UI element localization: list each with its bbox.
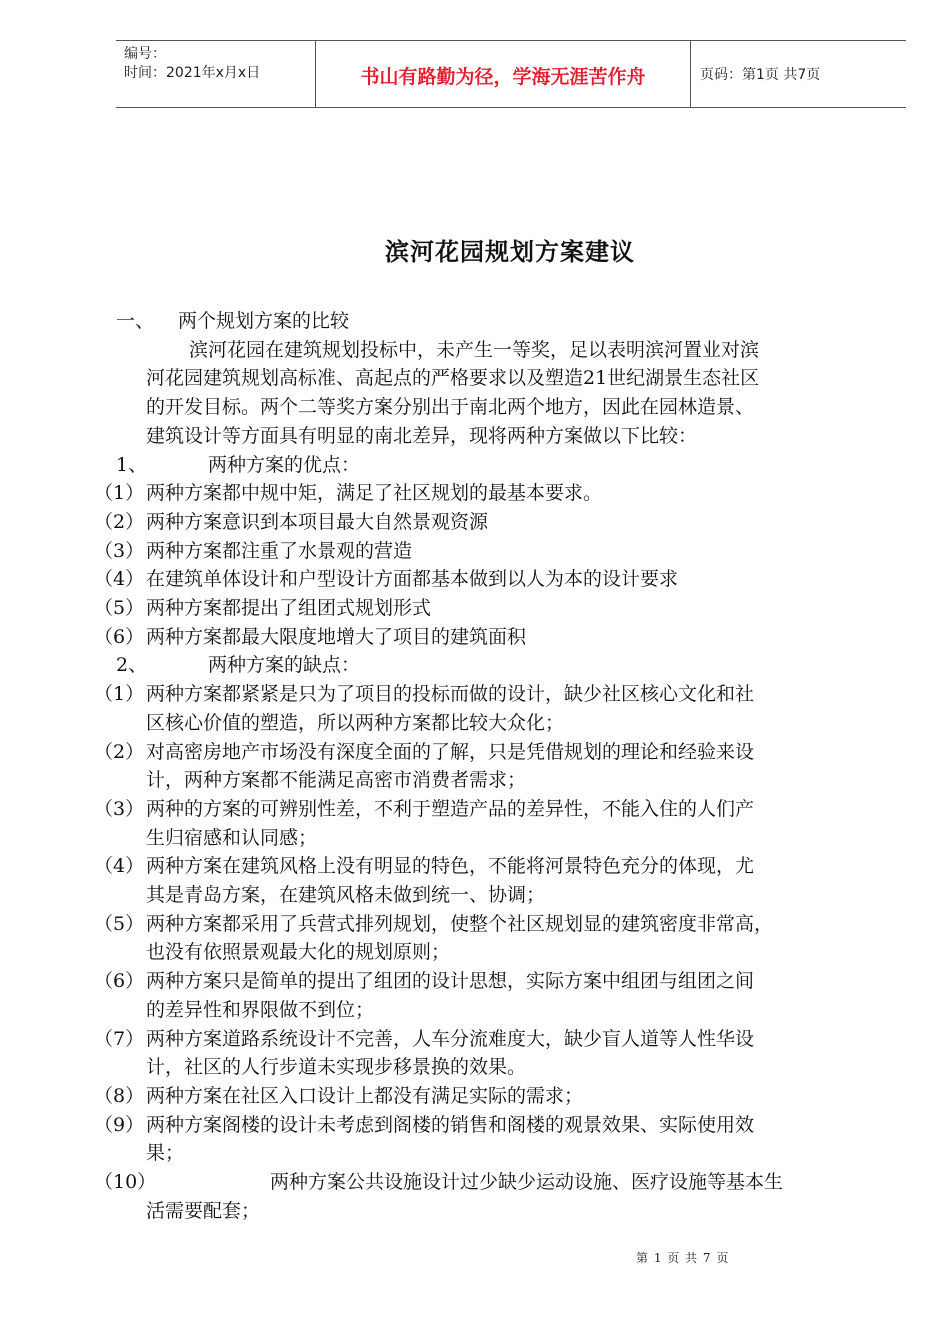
- list-item-text: 两种方案意识到本项目最大自然景观资源: [146, 510, 489, 533]
- subsection-heading: 两种方案的优点：: [208, 453, 361, 476]
- list-item-text: 的差异性和界限做不到位；: [146, 998, 375, 1021]
- list-item-text: 对高密房地产市场没有深度全面的了解，只是凭借规划的理论和经验来设: [146, 740, 755, 763]
- list-item-text: 生归宿感和认同感；: [146, 826, 318, 849]
- list-item-number: （5）: [94, 912, 145, 935]
- intro-line: 河花园建筑规划高标准、高起点的严格要求以及塑造21世纪湖景生态社区: [146, 367, 760, 390]
- list-item-text: 两种方案只是简单的提出了组团的设计思想，实际方案中组团与组团之间: [146, 970, 755, 993]
- list-item-text: 两种方案都采用了兵营式排列规划，使整个社区规划显的建筑密度非常高，: [146, 912, 774, 935]
- list-item-number: （3）: [94, 797, 145, 820]
- list-item-text: 两种方案都紧紧是只为了项目的投标而做的设计，缺少社区核心文化和社: [146, 683, 755, 706]
- list-item-number: （4）: [94, 855, 145, 878]
- subsection-number: 2、: [116, 654, 148, 677]
- list-item-number: （8）: [94, 1084, 145, 1107]
- header-meta-cell: [116, 41, 315, 107]
- list-item-text: 两种方案公共设施设计过少缺少运动设施、医疗设施等基本生: [270, 1171, 784, 1193]
- list-item-text: 两种方案道路系统设计不完善，人车分流难度大，缺少盲人道等人性华设: [146, 1027, 755, 1050]
- document-title: 滨河花园规划方案建议: [385, 237, 635, 266]
- list-item-number: （3）: [94, 539, 145, 562]
- section-number: 一、: [116, 310, 155, 332]
- list-item-number: （2）: [94, 740, 145, 763]
- list-item-text: 也没有依照景观最大化的规划原则；: [146, 941, 451, 964]
- list-item-number: （7）: [94, 1027, 145, 1050]
- page-footer: 第 1 页 共 7 页: [636, 1251, 730, 1265]
- list-item-text: 两种方案阁楼的设计未考虑到阁楼的销售和阁楼的观景效果、实际使用效: [146, 1113, 755, 1136]
- list-item-text: 两种方案都最大限度地增大了项目的建筑面积: [146, 625, 527, 648]
- list-item-text: 在建筑单体设计和户型设计方面都基本做到以人为本的设计要求: [146, 568, 679, 591]
- header-motto-cell: [315, 41, 691, 107]
- header-page-cell: [690, 41, 906, 107]
- list-item-number: （5）: [94, 597, 145, 619]
- list-item-text: 两种方案都中规中矩，满足了社区规划的最基本要求。: [146, 482, 603, 505]
- intro-line: 建筑设计等方面具有明显的南北差异，现将两种方案做以下比较：: [146, 424, 698, 447]
- list-item-text: 其是青岛方案，在建筑风格未做到统一、协调；: [146, 884, 546, 906]
- list-item-number: （6）: [94, 970, 145, 993]
- subsection-number: 1、: [116, 453, 148, 476]
- list-item-text: 计，社区的人行步道未实现步移景换的效果。: [146, 1056, 527, 1079]
- list-item-number: （9）: [94, 1113, 145, 1136]
- list-item-text: 计，两种方案都不能满足高密市消费者需求；: [146, 769, 527, 792]
- list-item-text: 两种方案在建筑风格上没有明显的特色，不能将河景特色充分的体现，尤: [146, 855, 755, 878]
- list-item-text: 两种方案都注重了水景观的营造: [146, 539, 413, 562]
- list-item-text: 活需要配套；: [146, 1199, 261, 1222]
- list-item-number: （1）: [94, 683, 145, 706]
- page-label: 页码：第1页 共7页: [700, 67, 821, 83]
- list-item-text: 区核心价值的塑造，所以两种方案都比较大众化；: [146, 711, 565, 734]
- number-label: 编号：: [124, 46, 166, 62]
- subsection-heading: 两种方案的缺点：: [208, 654, 361, 677]
- list-item-text: 两种方案在社区入口设计上都没有满足实际的需求；: [146, 1084, 584, 1107]
- intro-line: 滨河花园在建筑规划投标中，未产生一等奖，足以表明滨河置业对滨: [189, 338, 760, 361]
- time-label: 时间：2021年x月x日: [124, 65, 261, 81]
- list-item-number: （10）: [94, 1171, 157, 1193]
- motto: 书山有路勤为径，学海无涯苦作舟: [360, 66, 646, 88]
- list-item-number: （1）: [94, 482, 145, 505]
- list-item-text: 两种的方案的可辨别性差，不利于塑造产品的差异性，不能入住的人们产: [146, 797, 755, 820]
- section-heading: 两个规划方案的比较: [178, 310, 350, 332]
- list-item-number: （6）: [94, 625, 145, 648]
- list-item-number: （4）: [94, 568, 145, 591]
- document-header: [116, 40, 906, 108]
- list-item-text: 两种方案都提出了组团式规划形式: [146, 597, 432, 619]
- intro-line: 的开发目标。两个二等奖方案分别出于南北两个地方，因此在园林造景、: [146, 396, 755, 419]
- list-item-text: 果；: [146, 1142, 185, 1165]
- list-item-number: （2）: [94, 510, 145, 533]
